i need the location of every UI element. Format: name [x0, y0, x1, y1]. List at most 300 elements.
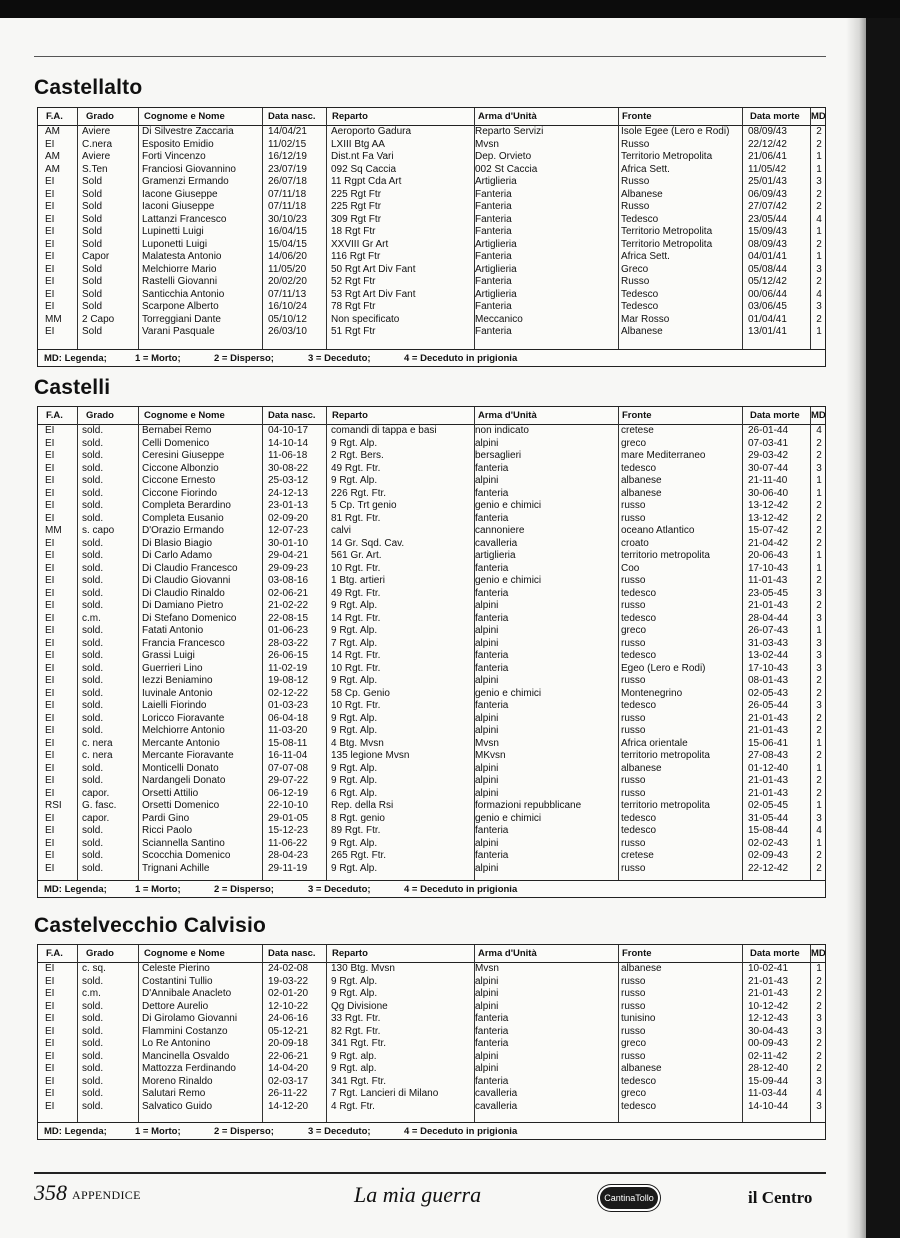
cell-grado: c. sq. [82, 963, 106, 974]
cell-nome: Moreno Rinaldo [142, 1075, 213, 1087]
cell-data-nascita: 07/11/18 [268, 201, 307, 212]
cell-data-nascita: 15-08-11 [268, 737, 308, 749]
table-row [38, 813, 825, 826]
table-row [38, 600, 825, 613]
cell-nome: Mancinella Osvaldo [142, 1050, 230, 1062]
cell-md: 1 [816, 550, 822, 561]
table-row [38, 800, 825, 813]
cell-md: 3 [816, 263, 822, 275]
cell-fa: EI [45, 712, 55, 724]
column-header-reparto: Reparto [332, 410, 368, 421]
column-header-md: MD [811, 111, 826, 122]
cell-grado: sold. [82, 637, 104, 649]
cell-fronte: Africa orientale [621, 737, 688, 749]
cell-data-nascita: 29-04-21 [268, 550, 309, 561]
cell-nome: Forti Vincenzo [142, 151, 206, 162]
table-row [38, 425, 825, 438]
cell-fronte: russo [621, 500, 646, 511]
cell-data-morte: 21-01-43 [748, 787, 789, 799]
cell-grado: Sold [82, 276, 103, 287]
cell-fa: RSI [45, 800, 62, 811]
cell-fa: EI [45, 812, 55, 824]
cell-grado: Sold [82, 263, 103, 275]
cell-data-nascita: 12-10-22 [268, 1000, 309, 1012]
cell-nome: D'Orazio Ermando [142, 525, 224, 536]
cell-grado: sold. [82, 725, 104, 736]
cell-arma: Fanteria [475, 326, 512, 337]
table-row [38, 500, 825, 513]
cell-reparto: 130 Btg. Mvsn [331, 963, 395, 974]
cell-fa: EI [45, 176, 55, 187]
cell-md: 2 [816, 687, 822, 699]
cell-nome: Di Carlo Adamo [142, 550, 213, 561]
cell-arma: fanteria [475, 1013, 509, 1024]
cell-fronte: tedesco [621, 650, 657, 661]
column-header-fa: F.A. [46, 111, 63, 122]
column-header-morte: Data morte [750, 948, 800, 959]
cell-fronte: greco [621, 625, 647, 636]
cell-reparto: 49 Rgt. Ftr. [331, 462, 381, 474]
cell-nome: Laielli Fiorindo [142, 700, 207, 711]
cell-data-nascita: 30-01-10 [268, 537, 309, 549]
cell-data-nascita: 11-03-20 [268, 725, 308, 736]
cell-data-nascita: 20-09-18 [268, 1038, 309, 1049]
table-row [38, 688, 825, 701]
cell-reparto: Dist.nt Fa Vari [331, 151, 394, 162]
cell-fa: EI [45, 276, 55, 287]
table-row [38, 788, 825, 801]
table-row [38, 563, 825, 576]
cell-fronte: russo [621, 787, 646, 799]
cell-fa: EI [45, 301, 55, 312]
table-row [38, 289, 825, 302]
table-row [38, 1038, 825, 1051]
md-legend [38, 880, 825, 897]
cell-fronte: russo [621, 975, 646, 987]
table-row [38, 863, 825, 876]
table-row [38, 276, 825, 289]
cell-reparto: 9 Rgt. Alp. [331, 762, 378, 774]
cell-fa: EI [45, 263, 55, 275]
cell-reparto: 8 Rgt. genio [331, 812, 385, 824]
cell-reparto: 9 Rgt. Alp. [331, 437, 378, 449]
cell-md: 3 [816, 587, 822, 599]
cell-nome: Monticelli Donato [142, 762, 219, 774]
cell-md: 1 [816, 226, 822, 237]
table-row [38, 1026, 825, 1039]
cell-nome: Iaconi Giuseppe [142, 201, 215, 212]
cell-grado: c. nera [82, 750, 113, 761]
cell-fa: EI [45, 288, 55, 300]
cell-data-morte: 02-05-45 [748, 800, 789, 811]
table-row [38, 239, 825, 252]
column-header-morte: Data morte [750, 111, 800, 122]
cell-reparto: 225 Rgt Ftr [331, 188, 382, 200]
cell-data-morte: 15-06-41 [748, 737, 789, 749]
cell-arma: alpini [475, 725, 499, 736]
cell-fa: EI [45, 500, 55, 511]
cell-data-morte: 13-02-44 [748, 650, 789, 661]
cell-nome: Orsetti Domenico [142, 800, 220, 811]
cell-fa: EI [45, 487, 55, 499]
cell-reparto: 1 Btg. artieri [331, 575, 385, 586]
table-row [38, 176, 825, 189]
cell-fa: EI [45, 201, 55, 212]
column-header-arma: Arma d'Unità [478, 948, 537, 959]
cell-md: 2 [816, 138, 822, 150]
cell-arma: 002 St Caccia [475, 163, 538, 175]
cell-arma: Fanteria [475, 226, 512, 237]
cell-arma: Fanteria [475, 301, 512, 312]
cell-nome: Varani Pasquale [142, 326, 215, 337]
cell-reparto: 5 Cp. Trt genio [331, 500, 397, 511]
cell-nome: Dettore Aurelio [142, 1000, 209, 1012]
cell-fa: EI [45, 462, 55, 474]
cell-md: 2 [816, 775, 822, 786]
cell-md: 3 [816, 462, 822, 474]
cell-fa: EI [45, 326, 55, 337]
table-row [38, 663, 825, 676]
cell-fa: EI [45, 988, 55, 999]
cell-fronte: Montenegrino [621, 687, 683, 699]
cell-nome: Di Girolamo Giovanni [142, 1013, 238, 1024]
table-row [38, 314, 825, 327]
cell-fa: AM [45, 126, 60, 137]
cell-data-nascita: 15/04/15 [268, 238, 307, 250]
cell-arma: alpini [475, 1063, 499, 1074]
cell-reparto: 14 Gr. Sqd. Cav. [331, 537, 405, 549]
cell-nome: Di Claudio Rinaldo [142, 587, 225, 599]
cell-data-morte: 17-10-43 [748, 562, 789, 574]
cell-md: 2 [816, 512, 822, 524]
section-title: Castelli [34, 376, 111, 399]
table-row [38, 1013, 825, 1026]
cell-data-morte: 25/01/43 [748, 176, 787, 187]
cell-grado: sold. [82, 625, 104, 636]
cell-fronte: russo [621, 837, 646, 849]
cell-data-nascita: 19-08-12 [268, 675, 309, 686]
cell-grado: sold. [82, 862, 104, 874]
cell-arma: Mvsn [475, 138, 499, 150]
cell-arma: alpini [475, 775, 499, 786]
cell-arma: fanteria [475, 1038, 509, 1049]
cell-data-nascita: 11-02-19 [268, 662, 308, 674]
cell-arma: genio e chimici [475, 500, 542, 511]
column-header-fronte: Fronte [622, 410, 652, 421]
cell-fronte: russo [621, 1025, 646, 1037]
cell-arma: cavalleria [475, 1088, 518, 1099]
cell-fa: EI [45, 625, 55, 636]
newspaper-name: il Centro [748, 1188, 813, 1207]
cell-reparto: XXVIII Gr Art [331, 238, 389, 250]
cell-grado: Sold [82, 213, 103, 225]
cell-data-morte: 21/06/41 [748, 151, 787, 162]
cell-md: 2 [816, 988, 822, 999]
cell-data-nascita: 14-12-20 [268, 1100, 309, 1112]
cell-fronte: Russo [621, 276, 650, 287]
cell-fronte: russo [621, 862, 646, 874]
cell-reparto: 226 Rgt. Ftr. [331, 487, 387, 499]
cell-data-nascita: 16/10/24 [268, 301, 307, 312]
cell-grado: sold. [82, 1050, 104, 1062]
cell-grado: c.m. [82, 612, 101, 624]
cell-fronte: Mar Rosso [621, 313, 670, 325]
cell-data-morte: 12-12-43 [748, 1013, 789, 1024]
cell-fa: EI [45, 1000, 55, 1012]
cell-arma: alpini [475, 975, 499, 987]
cell-md: 1 [816, 963, 822, 974]
column-header-morte: Data morte [750, 410, 800, 421]
cell-arma: fanteria [475, 487, 509, 499]
cell-fronte: russo [621, 1000, 646, 1012]
cell-nome: Esposito Emidio [142, 138, 214, 150]
cell-md: 4 [816, 425, 822, 436]
cell-data-morte: 14-10-44 [748, 1100, 789, 1112]
cell-fronte: croato [621, 537, 649, 549]
cell-grado: sold. [82, 762, 104, 774]
cell-md: 2 [816, 238, 822, 250]
cell-reparto: 9 Rgt. Alp. [331, 725, 378, 736]
cell-md: 4 [816, 213, 822, 225]
cell-reparto: 78 Rgt Ftr [331, 301, 376, 312]
cell-data-morte: 21-01-43 [748, 725, 789, 736]
cell-reparto: 33 Rgt. Ftr. [331, 1013, 381, 1024]
cell-data-morte: 27/07/42 [748, 201, 787, 212]
cell-fa: EI [45, 725, 55, 736]
cell-fronte: Greco [621, 263, 649, 275]
cell-reparto: 7 Rgt. Alp. [331, 637, 378, 649]
table-row [38, 988, 825, 1001]
cell-md: 2 [816, 1000, 822, 1012]
cell-data-morte: 13/01/41 [748, 326, 787, 337]
table-row [38, 164, 825, 177]
cell-nome: Mercante Antonio [142, 737, 220, 749]
cell-grado: sold. [82, 450, 104, 461]
cell-nome: D'Annibale Anacleto [142, 988, 232, 999]
cell-data-morte: 30-04-43 [748, 1025, 789, 1037]
cell-data-nascita: 29-09-23 [268, 562, 309, 574]
legend-l1: 1 = Morto; [135, 884, 181, 895]
legend-l3: 3 = Deceduto; [308, 884, 371, 895]
cell-md: 1 [816, 837, 822, 849]
cell-data-morte: 29-03-42 [748, 450, 789, 461]
cell-data-morte: 21-01-43 [748, 988, 789, 999]
cell-arma: alpini [475, 862, 499, 874]
cell-fronte: Tedesco [621, 213, 659, 225]
legend-l3: 3 = Deceduto; [308, 353, 371, 364]
cell-data-morte: 05/12/42 [748, 276, 787, 287]
cell-grado: sold. [82, 1000, 104, 1012]
cell-arma: bersaglieri [475, 450, 522, 461]
cell-nome: Di Blasio Biagio [142, 537, 213, 549]
cell-md: 2 [816, 537, 822, 549]
cell-fa: EI [45, 138, 55, 150]
cell-md: 2 [816, 1038, 822, 1049]
md-legend [38, 349, 825, 366]
table-header [38, 407, 825, 425]
cell-grado: sold. [82, 825, 104, 836]
cell-md: 2 [816, 276, 822, 287]
cell-data-morte: 08-01-43 [748, 675, 789, 686]
cell-data-morte: 27-08-43 [748, 750, 789, 761]
cell-grado: Sold [82, 326, 103, 337]
cell-data-nascita: 14-10-14 [268, 437, 309, 449]
cell-grado: sold. [82, 850, 104, 861]
table-row [38, 326, 825, 339]
cell-md: 1 [816, 487, 822, 499]
cell-arma: genio e chimici [475, 812, 542, 824]
cell-data-nascita: 22-08-15 [268, 612, 309, 624]
cell-data-nascita: 16/04/15 [268, 226, 307, 237]
cell-fa: AM [45, 151, 60, 162]
table-row [38, 650, 825, 663]
cell-md: 1 [816, 475, 822, 486]
cell-data-nascita: 24-12-13 [268, 487, 309, 499]
table-header [38, 108, 825, 126]
cell-fa: EI [45, 700, 55, 711]
cell-data-morte: 07-03-41 [748, 437, 789, 449]
cell-grado: sold. [82, 650, 104, 661]
cell-arma: genio e chimici [475, 575, 542, 586]
column-header-grado: Grado [86, 410, 114, 421]
cell-arma: Meccanico [475, 313, 523, 325]
cell-grado: Sold [82, 201, 103, 212]
cell-arma: fanteria [475, 850, 509, 861]
table-row [38, 139, 825, 152]
cell-fronte: tedesco [621, 587, 657, 599]
cell-nome: Iuvinale Antonio [142, 687, 213, 699]
cell-data-morte: 01/04/41 [748, 313, 787, 325]
cell-nome: Melchiorre Antonio [142, 725, 225, 736]
table-row [38, 1051, 825, 1064]
table-row [38, 588, 825, 601]
cell-data-nascita: 07/11/13 [268, 288, 307, 300]
cell-grado: sold. [82, 512, 104, 524]
cell-fronte: tunisino [621, 1013, 656, 1024]
cell-md: 2 [816, 450, 822, 461]
table-row [38, 189, 825, 202]
cell-fronte: russo [621, 712, 646, 724]
cell-reparto: 9 Rgt. Alp. [331, 837, 378, 849]
cell-fronte: albanese [621, 475, 662, 486]
cell-md: 3 [816, 662, 822, 674]
table-row [38, 513, 825, 526]
legend-l1: 1 = Morto; [135, 353, 181, 364]
table-row [38, 725, 825, 738]
cell-fronte: greco [621, 1088, 647, 1099]
cell-grado: sold. [82, 550, 104, 561]
cell-fronte: Albanese [621, 326, 663, 337]
cell-data-morte: 01-12-40 [748, 762, 789, 774]
cell-fa: EI [45, 837, 55, 849]
cell-reparto: 4 Btg. Mvsn [331, 737, 384, 749]
cell-nome: Guerrieri Lino [142, 662, 203, 674]
column-header-reparto: Reparto [332, 948, 368, 959]
cell-nome: Di Stefano Domenico [142, 612, 237, 624]
cell-fa: EI [45, 662, 55, 674]
cell-reparto: 561 Gr. Art. [331, 550, 382, 561]
cell-grado: sold. [82, 562, 104, 574]
table-row [38, 1063, 825, 1076]
cell-fa: EI [45, 475, 55, 486]
cell-arma: fanteria [475, 512, 509, 524]
cell-fronte: russo [621, 988, 646, 999]
cell-nome: Lattanzi Francesco [142, 213, 227, 225]
cell-grado: sold. [82, 1100, 104, 1112]
cell-grado: sold. [82, 1075, 104, 1087]
cell-reparto: 341 Rgt. Ftr. [331, 1075, 387, 1087]
cell-reparto: 58 Cp. Genio [331, 687, 390, 699]
cell-reparto: 14 Rgt. Ftr. [331, 612, 381, 624]
cell-data-morte: 28-12-40 [748, 1063, 789, 1074]
cell-md: 3 [816, 637, 822, 649]
cell-grado: sold. [82, 837, 104, 849]
cell-arma: alpini [475, 475, 499, 486]
cell-grado: Aviere [82, 126, 111, 137]
cell-data-nascita: 29-01-05 [268, 812, 309, 824]
cell-fronte: albanese [621, 762, 662, 774]
cell-fronte: cretese [621, 425, 654, 436]
cell-md: 3 [816, 700, 822, 711]
table-row [38, 214, 825, 227]
column-header-nome: Cognome e Nome [144, 410, 225, 421]
cell-grado: 2 Capo [82, 313, 115, 325]
table-row [38, 151, 825, 164]
cell-reparto: 81 Rgt. Ftr. [331, 512, 381, 524]
cell-reparto: 9 Rgt. Alp. [331, 775, 378, 786]
cell-data-morte: 21-01-43 [748, 600, 789, 611]
cell-arma: cannoniere [475, 525, 525, 536]
appendix-label: APPENDICE [72, 1188, 141, 1202]
cell-data-nascita: 19-03-22 [268, 975, 309, 987]
cell-fronte: tedesco [621, 1075, 657, 1087]
cell-nome: Ricci Paolo [142, 825, 193, 836]
cell-fa: AM [45, 163, 60, 175]
cell-data-morte: 15/09/43 [748, 226, 787, 237]
cell-nome: Flammini Costanzo [142, 1025, 228, 1037]
cell-data-morte: 00/06/44 [748, 288, 787, 300]
cell-reparto: 092 Sq Caccia [331, 163, 397, 175]
cell-fa: EI [45, 575, 55, 586]
cell-arma: fanteria [475, 825, 509, 836]
cell-grado: sold. [82, 587, 104, 599]
cell-fronte: russo [621, 1050, 646, 1062]
table-row [38, 264, 825, 277]
cell-fa: EI [45, 650, 55, 661]
cell-reparto: 9 Rgt. Alp. [331, 862, 378, 874]
scan-top-border [0, 0, 900, 18]
cell-reparto: 9 Rgt. Alp. [331, 712, 378, 724]
cell-fa: EI [45, 750, 55, 761]
cell-fronte: Coo [621, 562, 640, 574]
section-title: Castellalto [34, 76, 143, 99]
cell-data-morte: 06/09/43 [748, 188, 787, 200]
cell-md: 2 [816, 201, 822, 212]
legend-label: MD: Legenda; [44, 353, 107, 364]
cell-grado: sold. [82, 600, 104, 611]
cell-data-morte: 30-07-44 [748, 462, 789, 474]
cell-reparto: 9 Rgt. Alp. [331, 625, 378, 636]
table-row [38, 438, 825, 451]
cell-reparto: 52 Rgt Ftr [331, 276, 376, 287]
table-row [38, 488, 825, 501]
cell-arma: alpini [475, 988, 499, 999]
cell-fa: EI [45, 775, 55, 786]
cell-reparto: 18 Rgt Ftr [331, 226, 376, 237]
column-header-arma: Arma d'Unità [478, 410, 537, 421]
cell-data-nascita: 07-07-08 [268, 762, 309, 774]
cell-grado: sold. [82, 975, 104, 987]
